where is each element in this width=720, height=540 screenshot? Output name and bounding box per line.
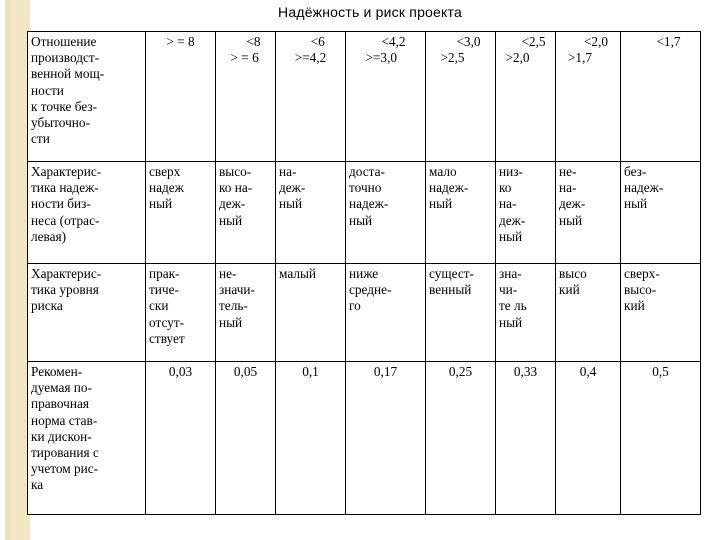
value-line: ко на-: [219, 180, 253, 196]
row-label-line: риска: [31, 298, 63, 314]
range-upper: <3,0: [456, 34, 481, 49]
value-line: мало: [429, 164, 457, 179]
range-lower: >1,7: [567, 50, 593, 66]
value-line: сверх: [149, 164, 181, 179]
range-lower: > = 6: [230, 50, 259, 66]
value-cell: [426, 162, 496, 264]
value-line: без-: [624, 164, 647, 179]
row-label-line: неса (отрас-: [31, 212, 100, 228]
numeric-cell: 0,33: [496, 362, 556, 515]
value-line: ный: [149, 196, 173, 212]
value-line: надеж-: [624, 180, 664, 196]
numeric-cell: 0,17: [346, 362, 426, 515]
page-title: Надёжность и риск проекта: [278, 4, 462, 20]
table-row: [28, 162, 701, 264]
value-cell: [276, 162, 346, 264]
value-line: ный: [429, 196, 453, 212]
row-label-line: тирования с: [31, 445, 99, 461]
range-cell: [556, 32, 621, 162]
row-label-line: ка: [31, 477, 44, 493]
value-line: ный: [219, 314, 243, 330]
value-line: ко: [499, 180, 512, 196]
value-line: отсут-: [149, 314, 185, 330]
value-cell: [146, 264, 216, 362]
value-line: низ-: [499, 164, 523, 179]
row-label-line: Характерис-: [31, 266, 102, 281]
value-cell: [621, 264, 701, 362]
value-line: на-: [559, 180, 577, 196]
value-line: сущест-: [429, 266, 474, 281]
value-line: сверх-: [624, 266, 660, 281]
value-cell: [216, 264, 276, 362]
range-cell: [426, 32, 496, 162]
value-cell: [556, 264, 621, 362]
row-label-line: дуемая по-: [31, 380, 92, 396]
range-cell: [346, 32, 426, 162]
value-line: ниже: [349, 266, 379, 281]
value-line: чи-: [499, 282, 518, 298]
value-line: высо: [559, 266, 587, 281]
value-line: тель-: [219, 298, 248, 314]
left-decorative-band: [0, 0, 30, 540]
value-line: не-: [219, 266, 237, 281]
table-body: [28, 32, 701, 515]
value-line: прак-: [149, 266, 180, 281]
value-cell: [496, 162, 556, 264]
value-line: доста-: [349, 164, 385, 179]
row-label-line: левая): [31, 228, 67, 244]
range-lower: > = 8: [166, 34, 195, 49]
row-label-line: ки дискон-: [31, 428, 92, 444]
value-line: высо-: [624, 282, 657, 298]
row-label-line: норма став-: [31, 412, 98, 428]
value-line: деж-: [559, 196, 586, 212]
row-label-line: к точке без-: [31, 98, 98, 114]
range-cell: [621, 32, 701, 162]
row-label-line: тика надеж-: [31, 180, 99, 196]
range-cell: [146, 32, 216, 162]
value-line: ный: [349, 212, 373, 228]
row-label-line: тика уровня: [31, 282, 99, 298]
range-cell: [276, 32, 346, 162]
numeric-cell: 0,5: [621, 362, 701, 515]
range-upper: <8: [246, 34, 261, 49]
numeric-cell: 0,1: [276, 362, 346, 515]
row-label-line: Отношение: [31, 34, 97, 49]
value-line: высо-: [219, 164, 252, 179]
table-container: [27, 31, 700, 514]
table-row: [28, 264, 701, 362]
row-label-line: ности биз-: [31, 196, 91, 212]
value-line: ный: [279, 196, 303, 212]
value-line: средне-: [349, 282, 392, 298]
value-line: те ль: [499, 298, 527, 314]
value-line: на-: [279, 164, 297, 179]
row-header-reliability: [28, 162, 146, 264]
value-line: зна-: [499, 266, 522, 281]
value-line: значи-: [219, 282, 255, 298]
value-line: деж-: [219, 196, 246, 212]
value-line: кий: [559, 282, 580, 298]
value-line: точно: [349, 180, 382, 196]
numeric-cell: 0,03: [146, 362, 216, 515]
value-cell: [346, 162, 426, 264]
value-line: малый: [279, 266, 317, 281]
row-header-discount-rate: [28, 362, 146, 515]
table-row: [28, 362, 701, 515]
range-lower: >=3,0: [365, 50, 398, 66]
range-cell: [496, 32, 556, 162]
range-upper: <4,2: [381, 34, 406, 49]
range-upper: <2,5: [521, 34, 546, 49]
value-line: ный: [499, 228, 523, 244]
value-line: ски: [149, 298, 169, 314]
value-cell: [146, 162, 216, 264]
value-line: ный: [219, 212, 243, 228]
row-label-line: сти: [31, 131, 50, 147]
table-row: [28, 32, 701, 162]
value-line: не-: [559, 164, 577, 179]
row-label-line: правочная: [31, 396, 89, 412]
value-line: го: [349, 298, 361, 314]
value-line: надеж-: [429, 180, 469, 196]
range-upper: <6: [310, 34, 325, 49]
row-label-line: венной мощ-: [31, 66, 105, 82]
range-lower: >=4,2: [294, 50, 327, 66]
value-line: ствует: [149, 330, 185, 346]
value-line: кий: [624, 298, 645, 314]
range-lower: >2,0: [505, 50, 530, 66]
range-upper: <2,0: [583, 34, 609, 49]
value-line: ный: [559, 212, 583, 228]
value-line: деж-: [279, 180, 306, 196]
value-line: венный: [429, 282, 472, 298]
row-label-line: учетом рис-: [31, 461, 99, 477]
value-cell: [556, 162, 621, 264]
value-cell: [346, 264, 426, 362]
row-label-line: убыточно-: [31, 115, 90, 131]
value-cell: [276, 264, 346, 362]
numeric-cell: 0,05: [216, 362, 276, 515]
value-cell: [621, 162, 701, 264]
value-line: тиче-: [149, 282, 179, 298]
range-cell: [216, 32, 276, 162]
range-upper: <1,7: [656, 34, 681, 49]
value-line: ный: [499, 314, 523, 330]
numeric-cell: 0,4: [556, 362, 621, 515]
row-label-line: Рекомен-: [31, 364, 83, 379]
value-cell: [216, 162, 276, 264]
value-line: надеж-: [349, 196, 389, 212]
numeric-cell: 0,25: [426, 362, 496, 515]
row-label-line: ности: [31, 82, 64, 98]
value-line: надеж: [149, 180, 184, 196]
reliability-risk-table: [27, 31, 701, 515]
value-cell: [496, 264, 556, 362]
range-lower: >2,5: [440, 50, 465, 66]
value-line: на-: [499, 196, 517, 212]
value-line: деж-: [499, 212, 526, 228]
row-header-ratio: [28, 32, 146, 162]
left-band-inner-stripe: [5, 0, 10, 540]
value-cell: [426, 264, 496, 362]
row-header-risk-level: [28, 264, 146, 362]
row-label-line: Характерис-: [31, 164, 102, 179]
row-label-line: производст-: [31, 50, 100, 66]
value-line: ный: [624, 196, 648, 212]
